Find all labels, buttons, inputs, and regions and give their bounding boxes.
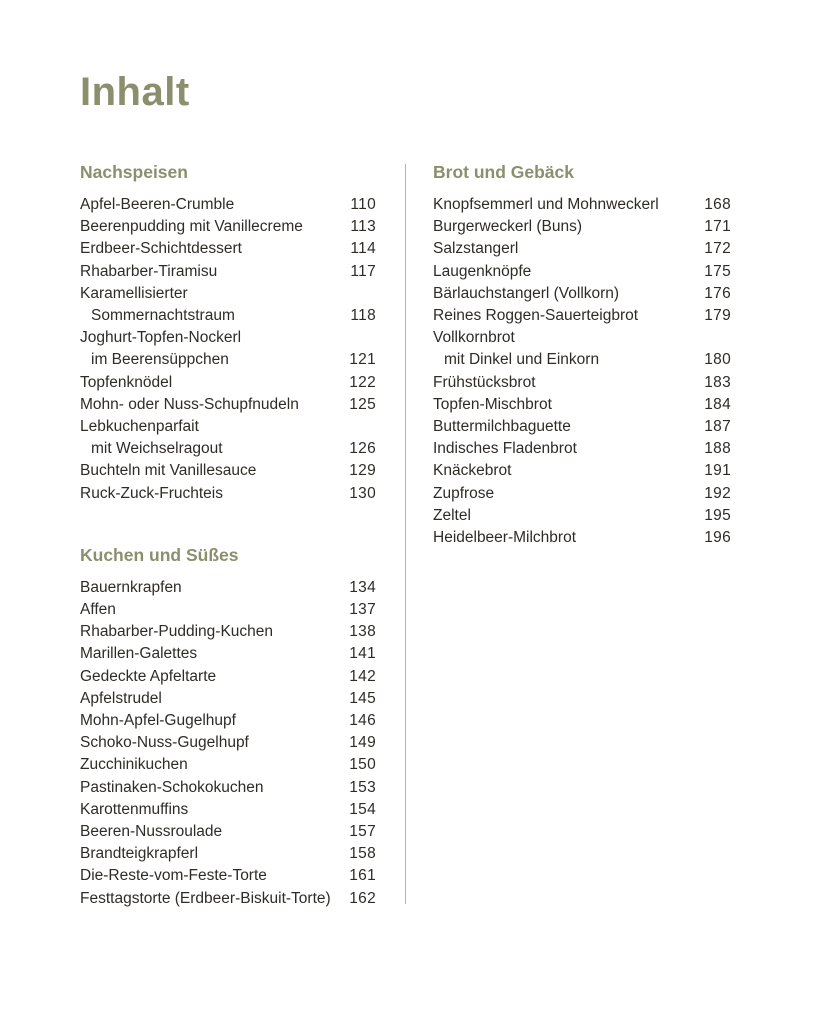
entry-page-number: 158 <box>349 845 376 863</box>
toc-entry <box>80 621 376 643</box>
toc-entry <box>80 732 376 754</box>
entry-page-number: 157 <box>349 823 376 841</box>
entry-title <box>433 305 696 327</box>
entry-title <box>80 799 341 821</box>
entry-page-number: 113 <box>350 218 376 236</box>
toc-entry <box>80 888 376 910</box>
toc-entry <box>80 238 376 260</box>
toc-section <box>80 162 376 505</box>
entry-line: mit Dinkel und Einkorn <box>444 351 600 369</box>
entry-title <box>80 216 342 238</box>
column-divider <box>405 164 406 904</box>
entry-page-number: 126 <box>349 440 376 458</box>
entry-page-number: 195 <box>704 506 731 524</box>
entry-page-number: 134 <box>349 578 376 596</box>
entry-title <box>433 372 696 394</box>
toc-entry <box>433 394 731 416</box>
entry-title <box>433 394 696 416</box>
toc-entry <box>80 372 376 394</box>
toc-entry <box>433 216 731 238</box>
entry-line: Reines Roggen-Sauerteigbrot <box>433 307 639 325</box>
entry-title <box>80 732 341 754</box>
entry-title <box>433 416 696 438</box>
entry-line: mit Weichselragout <box>91 440 223 458</box>
entry-title <box>433 505 696 527</box>
toc-entry <box>80 460 376 482</box>
toc-entry <box>433 438 731 460</box>
section-heading: Kuchen und Süßes <box>80 544 239 565</box>
entry-page-number: 153 <box>349 778 376 796</box>
section-heading: Brot und Gebäck <box>433 162 574 182</box>
entry-title <box>433 460 696 482</box>
entry-title <box>80 599 341 621</box>
entry-line: Festtagstorte (Erdbeer-Biskuit-Torte) <box>80 889 331 907</box>
toc-columns <box>80 162 810 910</box>
entry-line: Laugenknöpfe <box>433 262 532 280</box>
entry-title <box>433 327 696 371</box>
entry-line: Sommernachtstraum <box>91 307 235 325</box>
entry-line: Topfen-Mischbrot <box>433 395 552 413</box>
entry-title <box>80 283 342 327</box>
entry-page-number: 179 <box>704 307 731 325</box>
entry-line: Zupfrose <box>433 484 495 502</box>
entry-line: Zeltel <box>433 506 471 524</box>
entry-title <box>433 261 696 283</box>
entry-title <box>80 754 341 776</box>
entry-title <box>80 416 341 460</box>
entry-page-number: 180 <box>704 351 731 369</box>
toc-entry <box>80 394 376 416</box>
entry-title <box>80 238 342 260</box>
toc-entry <box>433 505 731 527</box>
entry-line: Bärlauchstangerl (Vollkorn) <box>433 284 620 302</box>
entry-page-number: 129 <box>349 462 376 480</box>
toc-entry <box>80 327 376 371</box>
entry-title <box>80 688 341 710</box>
entry-title <box>80 843 341 865</box>
entry-page-number: 171 <box>704 218 731 236</box>
entry-page-number: 117 <box>350 262 376 280</box>
entry-line: Beerenpudding mit Vanillecreme <box>80 218 303 236</box>
toc-entry <box>433 483 731 505</box>
entry-line: Ruck-Zuck-Fruchteis <box>80 484 223 502</box>
entry-page-number: 154 <box>349 800 376 818</box>
entry-line: Burgerweckerl (Buns) <box>433 218 583 236</box>
entry-page-number: 138 <box>349 623 376 641</box>
toc-entry <box>433 372 731 394</box>
entry-page-number: 168 <box>704 196 731 213</box>
entry-line: Heidelbeer-Milchbrot <box>433 529 577 547</box>
page-title: Inhalt <box>80 70 190 114</box>
entry-line: Topfenknödel <box>80 373 173 391</box>
toc-entry <box>433 305 731 327</box>
entry-page-number: 141 <box>349 645 376 663</box>
entry-page-number: 122 <box>349 373 376 391</box>
entry-page-number: 184 <box>704 395 731 413</box>
entry-title <box>80 777 341 799</box>
entry-line: Vollkornbrot <box>433 329 515 347</box>
toc-entry <box>433 194 731 216</box>
toc-entry <box>80 216 376 238</box>
entry-title <box>80 327 341 371</box>
entry-line: Zucchinikuchen <box>80 756 188 774</box>
entry-page-number: 125 <box>349 395 376 413</box>
toc-column-left <box>80 162 376 910</box>
toc-entry <box>80 843 376 865</box>
entry-page-number: 161 <box>349 867 376 885</box>
entry-line: Pastinaken-Schokokuchen <box>80 778 264 796</box>
entry-page-number: 187 <box>704 418 731 436</box>
entry-page-number: 176 <box>704 284 731 302</box>
entry-title <box>80 821 341 843</box>
entry-line: im Beerensüppchen <box>91 351 229 369</box>
entry-line: Karottenmuffins <box>80 800 189 818</box>
toc-entry <box>80 777 376 799</box>
entry-page-number: 175 <box>704 262 731 280</box>
entry-page-number: 192 <box>704 484 731 502</box>
entry-title <box>433 238 696 260</box>
toc-entry <box>80 599 376 621</box>
toc-entry <box>80 754 376 776</box>
section-heading: Nachspeisen <box>80 162 188 182</box>
entry-page-number: 149 <box>349 734 376 752</box>
entry-page-number: 146 <box>349 712 376 730</box>
toc-entry <box>433 416 731 438</box>
toc-entry <box>433 261 731 283</box>
toc-entry <box>80 643 376 665</box>
toc-entry <box>80 261 376 283</box>
toc-entry <box>80 688 376 710</box>
entry-line: Rhabarber-Tiramisu <box>80 262 218 280</box>
entry-title <box>433 194 696 216</box>
entry-title <box>80 394 341 416</box>
entry-line: Erdbeer-Schichtdessert <box>80 240 242 258</box>
toc-entry <box>80 666 376 688</box>
entry-line: Gedeckte Apfeltarte <box>80 667 217 685</box>
toc-entry <box>433 527 731 549</box>
entry-page-number: 172 <box>704 240 731 258</box>
entry-title <box>80 666 341 688</box>
toc-entry <box>80 821 376 843</box>
toc-section <box>80 545 376 910</box>
toc-column-right <box>433 162 731 910</box>
entry-line: Rhabarber-Pudding-Kuchen <box>80 623 274 641</box>
entry-page-number: 130 <box>349 484 376 502</box>
entry-title <box>433 216 696 238</box>
toc-entry <box>80 416 376 460</box>
toc-entry <box>433 238 731 260</box>
entry-line: Beeren-Nussroulade <box>80 823 223 841</box>
entry-title <box>433 527 696 549</box>
entry-line: Buchteln mit Vanillesauce <box>80 462 257 480</box>
entry-line: Mohn-Apfel-Gugelhupf <box>80 712 236 730</box>
entry-page-number: 183 <box>704 373 731 391</box>
entry-line: Salzstangerl <box>433 240 519 258</box>
toc-entry <box>80 710 376 732</box>
entry-line: Knäckebrot <box>433 462 512 480</box>
entry-line: Bauernkrapfen <box>80 578 182 596</box>
entry-line: Lebkuchenparfait <box>80 418 199 436</box>
entry-page-number: 188 <box>704 440 731 458</box>
entry-title <box>80 643 341 665</box>
toc-entry <box>80 483 376 505</box>
entry-page-number: 191 <box>704 462 731 480</box>
entry-title <box>80 865 341 887</box>
entry-line: Marillen-Galettes <box>80 645 198 663</box>
entry-line: Joghurt-Topfen-Nockerl <box>80 329 242 347</box>
entry-page-number: 137 <box>349 601 376 619</box>
entry-title <box>80 710 341 732</box>
entry-line: Apfel-Beeren-Crumble <box>80 196 235 213</box>
entry-line: Karamellisierter <box>80 284 188 302</box>
toc-entry <box>433 283 731 305</box>
toc-section <box>433 162 731 549</box>
toc-entry <box>80 799 376 821</box>
entry-title <box>80 460 341 482</box>
entry-page-number: 118 <box>350 307 376 325</box>
toc-entry <box>80 194 376 216</box>
entry-line: Frühstücksbrot <box>433 373 536 391</box>
entry-title <box>80 194 342 216</box>
toc-entry <box>433 460 731 482</box>
entry-line: Schoko-Nuss-Gugelhupf <box>80 734 249 752</box>
entry-title <box>80 621 341 643</box>
entry-line: Apfelstrudel <box>80 689 162 707</box>
entry-line: Die-Reste-vom-Feste-Torte <box>80 867 267 885</box>
entry-page-number: 114 <box>350 240 376 258</box>
entry-title <box>80 483 341 505</box>
entry-title <box>433 483 696 505</box>
entry-line: Knopfsemmerl und Mohnweckerl <box>433 196 659 213</box>
entry-title <box>433 283 696 305</box>
entry-page-number: 162 <box>349 889 376 907</box>
entry-line: Mohn- oder Nuss-Schupfnudeln <box>80 395 299 413</box>
toc-entry <box>433 327 731 371</box>
entry-page-number: 121 <box>349 351 376 369</box>
entry-title <box>80 372 341 394</box>
entry-line: Buttermilchbaguette <box>433 418 571 436</box>
entry-line: Indisches Fladenbrot <box>433 440 577 458</box>
entry-title <box>80 577 341 599</box>
entry-page-number: 145 <box>349 689 376 707</box>
entry-page-number: 142 <box>349 667 376 685</box>
entry-title <box>433 438 696 460</box>
entry-title <box>80 261 342 283</box>
entry-page-number: 150 <box>349 756 376 774</box>
entry-title <box>80 888 341 910</box>
entry-page-number: 110 <box>350 196 376 213</box>
toc-entry <box>80 283 376 327</box>
entry-page-number: 196 <box>704 529 731 547</box>
toc-entry <box>80 865 376 887</box>
toc-entry <box>80 577 376 599</box>
entry-line: Affen <box>80 601 116 619</box>
entry-line: Brandteigkrapferl <box>80 845 199 863</box>
